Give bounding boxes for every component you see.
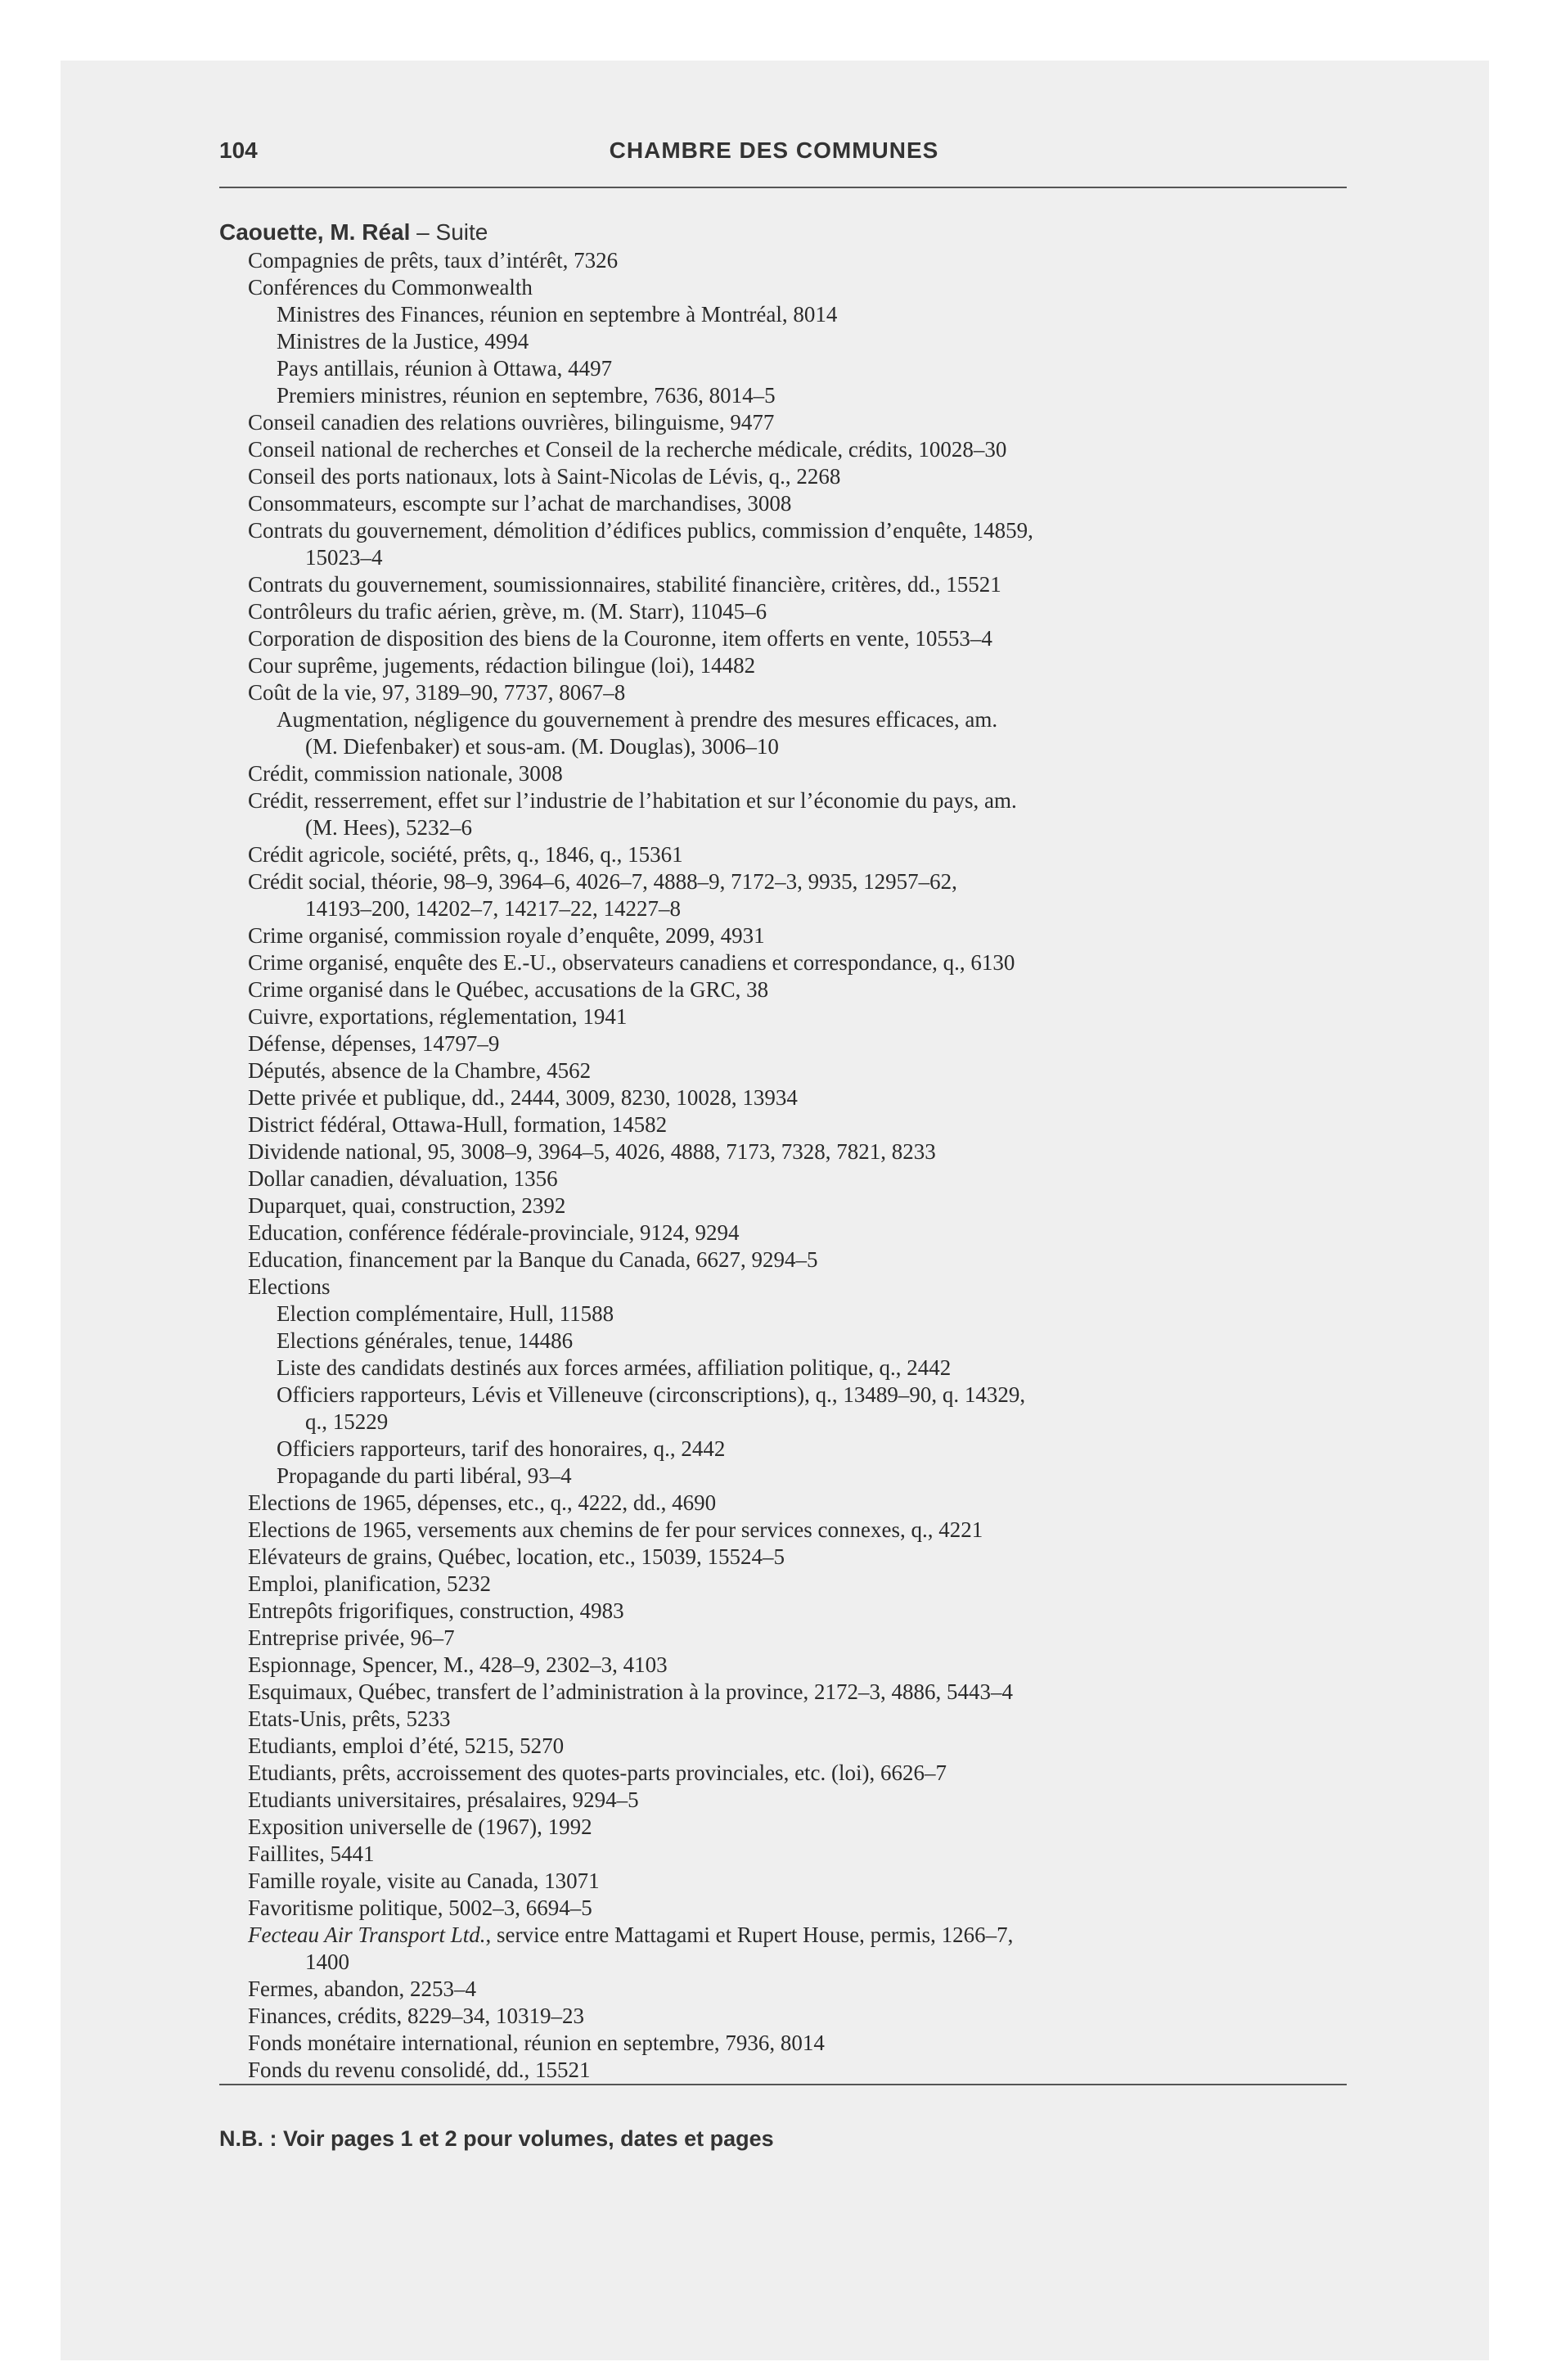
entry-text: Education, conférence fédérale-provinciale, 9124, 9294 — [248, 1220, 740, 1245]
index-entry — [219, 1841, 1347, 1868]
entry-text: Ministres des Finances, réunion en septembre à Montréal, 8014 — [277, 302, 838, 327]
index-entry — [219, 247, 1347, 274]
index-entry — [219, 1436, 1347, 1463]
entry-text: Ministres de la Justice, 4994 — [277, 329, 529, 354]
index-entry — [219, 1490, 1347, 1517]
index-entry — [219, 328, 1347, 355]
index-entry — [219, 274, 1347, 301]
entry-text: Etats-Unis, prêts, 5233 — [248, 1706, 451, 1731]
entry-text: 15023–4 — [305, 545, 383, 570]
index-entry — [219, 922, 1347, 949]
page-title: CHAMBRE DES COMMUNES — [609, 137, 939, 163]
entry-text: Emploi, planification, 5232 — [248, 1571, 491, 1596]
entry-text: Dette privée et publique, dd., 2444, 3009, 8230, 10028, 13934 — [248, 1085, 798, 1110]
index-entry — [219, 2003, 1347, 2030]
index-entry — [219, 1652, 1347, 1679]
entry-italic-name: Fecteau Air Transport Ltd. — [248, 1922, 486, 1947]
entry-text: q., 15229 — [305, 1409, 389, 1434]
index-entry — [219, 1544, 1347, 1571]
index-entry — [219, 1679, 1347, 1706]
entry-text: Fonds monétaire international, réunion en septembre, 7936, 8014 — [248, 2031, 825, 2055]
entry-text: Défense, dépenses, 14797–9 — [248, 1031, 500, 1056]
index-entry — [219, 517, 1347, 544]
index-entry — [219, 355, 1347, 382]
entry-text: Elections de 1965, versements aux chemins de fer pour services connexes, q., 4221 — [248, 1517, 983, 1542]
entry-text: Contrats du gouvernement, soumissionnaires, stabilité financière, critères, dd., 15521 — [248, 572, 1001, 597]
index-entry — [219, 1382, 1347, 1409]
entry-text: Conférences du Commonwealth — [248, 275, 533, 300]
footer-note: N.B. : Voir pages 1 et 2 pour volumes, dates et pages — [219, 2126, 774, 2151]
entry-text: Conseil des ports nationaux, lots à Saint-Nicolas de Lévis, q., 2268 — [248, 464, 841, 489]
index-entry — [219, 679, 1347, 706]
entry-text: Cour suprême, jugements, rédaction bilingue (loi), 14482 — [248, 653, 756, 678]
entry-text: Pays antillais, réunion à Ottawa, 4497 — [277, 356, 613, 381]
index-entry-continuation — [219, 544, 1347, 571]
index-entry — [219, 1030, 1347, 1057]
entry-text: Liste des candidats destinés aux forces armées, affiliation politique, q., 2442 — [277, 1355, 952, 1380]
index-entry — [219, 625, 1347, 652]
index-entry — [219, 1219, 1347, 1246]
index-entry — [219, 571, 1347, 598]
index-entry — [219, 382, 1347, 409]
index-entry — [219, 949, 1347, 976]
entry-text: Dividende national, 95, 3008–9, 3964–5, 4026, 4888, 7173, 7328, 7821, 8233 — [248, 1139, 936, 1164]
entry-text: (M. Hees), 5232–6 — [305, 815, 472, 840]
entry-text: Contrôleurs du trafic aérien, grève, m. (M. Starr), 11045–6 — [248, 599, 767, 624]
index-entry — [219, 976, 1347, 1003]
entry-text: Augmentation, négligence du gouvernement à prendre des mesures efficaces, am. — [277, 707, 998, 732]
index-heading — [219, 218, 1347, 247]
entry-text: Etudiants, emploi d’été, 5215, 5270 — [248, 1733, 565, 1758]
entry-text: Députés, absence de la Chambre, 4562 — [248, 1058, 592, 1083]
bottom-rule — [219, 2084, 1347, 2085]
index-entry — [219, 652, 1347, 679]
heading-name: Caouette, M. Réal — [219, 219, 411, 245]
entry-text: Education, financement par la Banque du Canada, 6627, 9294–5 — [248, 1247, 818, 1272]
index-entry — [219, 1355, 1347, 1382]
entry-text: Conseil national de recherches et Conseil de la recherche médicale, crédits, 10028–30 — [248, 437, 1007, 462]
entry-text: Espionnage, Spencer, M., 428–9, 2302–3, 4103 — [248, 1652, 668, 1677]
entry-text: Finances, crédits, 8229–34, 10319–23 — [248, 2004, 584, 2028]
index-entry — [219, 1273, 1347, 1300]
index-entry — [219, 1003, 1347, 1030]
index-entry — [219, 787, 1347, 814]
index-entry — [219, 1895, 1347, 1922]
entry-text: Crédit, commission nationale, 3008 — [248, 761, 563, 786]
index-entry — [219, 2030, 1347, 2057]
entry-text: Etudiants universitaires, présalaires, 9294–5 — [248, 1787, 639, 1812]
entry-text: Coût de la vie, 97, 3189–90, 7737, 8067–8 — [248, 680, 626, 705]
index-entry-continuation — [219, 895, 1347, 922]
index-entry — [219, 1517, 1347, 1544]
index-entry — [219, 436, 1347, 463]
index-entry — [219, 2057, 1347, 2084]
index-entry — [219, 1246, 1347, 1273]
entry-text: Premiers ministres, réunion en septembre, 7636, 8014–5 — [277, 383, 776, 408]
entry-text: 1400 — [305, 1950, 349, 1974]
entry-text: (M. Diefenbaker) et sous-am. (M. Douglas), 3006–10 — [305, 734, 779, 759]
entry-text: Duparquet, quai, construction, 2392 — [248, 1193, 566, 1218]
index-entry — [219, 760, 1347, 787]
entry-text: , service entre Mattagami et Rupert House, permis, 1266–7, — [485, 1922, 1014, 1947]
entry-text: Contrats du gouvernement, démolition d’édifices publics, commission d’enquête, 14859, — [248, 518, 1033, 543]
index-entry — [219, 1300, 1347, 1327]
heading-suite: – Suite — [410, 219, 488, 245]
entry-text: Elections — [248, 1274, 331, 1299]
entry-text: Election complémentaire, Hull, 11588 — [277, 1301, 614, 1326]
index-entry-continuation — [219, 1949, 1347, 1976]
entry-text: Dollar canadien, dévaluation, 1356 — [248, 1166, 558, 1191]
entry-text: Exposition universelle de (1967), 1992 — [248, 1814, 592, 1839]
entry-text: Famille royale, visite au Canada, 13071 — [248, 1868, 600, 1893]
index-entry — [219, 1706, 1347, 1733]
index-entry — [219, 1192, 1347, 1219]
index-entry — [219, 1976, 1347, 2003]
page-number: 104 — [219, 137, 258, 163]
index-entry — [219, 1327, 1347, 1355]
index-entry — [219, 1760, 1347, 1787]
index-entry — [219, 463, 1347, 490]
entry-text: Compagnies de prêts, taux d’intérêt, 7326 — [248, 248, 619, 273]
index-entry — [219, 1057, 1347, 1084]
index-entry — [219, 1868, 1347, 1895]
entry-text: Fonds du revenu consolidé, dd., 15521 — [248, 2058, 591, 2082]
index-entry-continuation — [219, 733, 1347, 760]
index-entry — [219, 301, 1347, 328]
entry-text: Elections générales, tenue, 14486 — [277, 1328, 574, 1353]
entry-text: Crime organisé, commission royale d’enquête, 2099, 4931 — [248, 923, 765, 948]
entry-text: Corporation de disposition des biens de la Couronne, item offerts en vente, 10553–4 — [248, 626, 992, 651]
index-entry — [219, 1571, 1347, 1598]
entry-text: Officiers rapporteurs, Lévis et Villeneuve (circonscriptions), q., 13489–90, q. 14329, — [277, 1382, 1026, 1407]
index-entry — [219, 1814, 1347, 1841]
index-entry — [219, 1111, 1347, 1138]
entry-text: Propagande du parti libéral, 93–4 — [277, 1463, 572, 1488]
entry-text: Officiers rapporteurs, tarif des honoraires, q., 2442 — [277, 1436, 726, 1461]
index-entry — [219, 409, 1347, 436]
index-entry — [219, 841, 1347, 868]
entry-list — [219, 247, 1347, 2084]
entry-text: Fermes, abandon, 2253–4 — [248, 1977, 476, 2001]
index-entry — [219, 1922, 1347, 1949]
entry-text: Favoritisme politique, 5002–3, 6694–5 — [248, 1895, 592, 1920]
entry-text: District fédéral, Ottawa-Hull, formation, 14582 — [248, 1112, 668, 1137]
index-entry — [219, 1084, 1347, 1111]
index-entry — [219, 1625, 1347, 1652]
entry-text: Consommateurs, escompte sur l’achat de marchandises, 3008 — [248, 491, 792, 516]
top-rule — [219, 187, 1347, 188]
index-entry — [219, 1598, 1347, 1625]
index-entry — [219, 490, 1347, 517]
entry-text: Esquimaux, Québec, transfert de l’administration à la province, 2172–3, 4886, 5443–4 — [248, 1679, 1014, 1704]
index-entry — [219, 1165, 1347, 1192]
index-entry — [219, 1138, 1347, 1165]
entry-text: Entrepôts frigorifiques, construction, 4983 — [248, 1598, 624, 1623]
entry-text: Crime organisé, enquête des E.-U., observateurs canadiens et correspondance, q., 6130 — [248, 950, 1015, 975]
index-entry — [219, 868, 1347, 895]
index-entry-continuation — [219, 1409, 1347, 1436]
index-entry-continuation — [219, 814, 1347, 841]
index-entry — [219, 598, 1347, 625]
index-entries — [219, 218, 1347, 2084]
entry-text: Etudiants, prêts, accroissement des quotes-parts provinciales, etc. (loi), 6626–7 — [248, 1760, 947, 1785]
entry-text: Conseil canadien des relations ouvrières, bilinguisme, 9477 — [248, 410, 775, 435]
entry-text: Crédit, resserrement, effet sur l’industrie de l’habitation et sur l’économie du pays, am. — [248, 788, 1017, 813]
entry-text: 14193–200, 14202–7, 14217–22, 14227–8 — [305, 896, 681, 921]
index-entry — [219, 1463, 1347, 1490]
entry-text: Crime organisé dans le Québec, accusations de la GRC, 38 — [248, 977, 769, 1002]
entry-text: Faillites, 5441 — [248, 1841, 375, 1866]
entry-text: Entreprise privée, 96–7 — [248, 1625, 455, 1650]
index-entry — [219, 1787, 1347, 1814]
entry-text: Elections de 1965, dépenses, etc., q., 4222, dd., 4690 — [248, 1490, 717, 1515]
index-entry — [219, 1733, 1347, 1760]
entry-text: Cuivre, exportations, réglementation, 1941 — [248, 1004, 628, 1029]
entry-text: Crédit social, théorie, 98–9, 3964–6, 4026–7, 4888–9, 7172–3, 9935, 12957–62, — [248, 869, 957, 894]
entry-text: Crédit agricole, société, prêts, q., 1846, q., 15361 — [248, 842, 683, 867]
index-entry — [219, 706, 1347, 733]
entry-text: Elévateurs de grains, Québec, location, etc., 15039, 15524–5 — [248, 1544, 785, 1569]
